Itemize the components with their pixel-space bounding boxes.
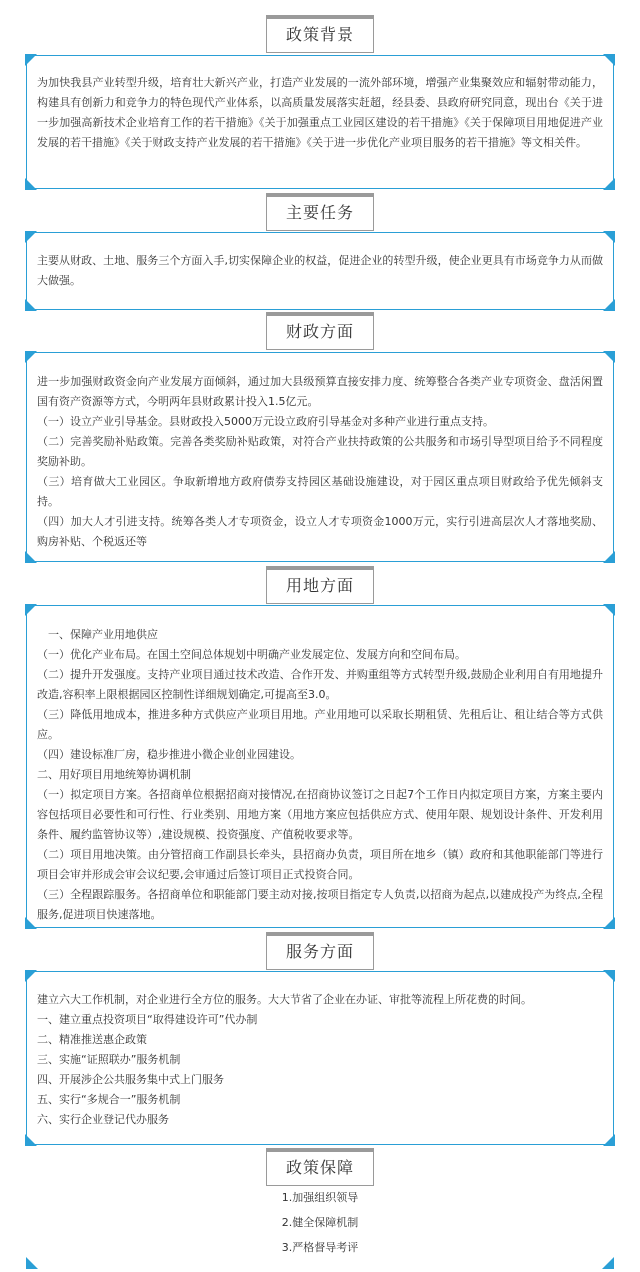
section-heading-service [266, 932, 374, 970]
paragraph: 进一步加强财政资金向产业发展方面倾斜，通过加大县级预算直接安排力度、统筹整合各类产业专项资金、盘活闲置国有资产资源等方式，今明两年县财政累计投入1.5亿元。 [37, 375, 603, 408]
corner-decoration [603, 551, 615, 563]
paragraph: （三）培育做大工业园区。争取新增地方政府债券支持园区基础设施建设，对于园区重点项目财政给予优先倾斜支持。 [37, 475, 603, 508]
land-box [26, 605, 614, 928]
corner-decoration [602, 1257, 614, 1269]
paragraph: 主要从财政、土地、服务三个方面入手,切实保障企业的权益，促进企业的转型升级，使企业更具有市场竞争力从而做大做强。 [37, 254, 603, 287]
corner-decoration [603, 231, 615, 243]
paragraph: 五、实行“多规合一”服务机制 [37, 1093, 181, 1106]
list-item: 2.健全保障机制 [281, 1216, 359, 1229]
corner-decoration [25, 1134, 37, 1146]
list-item: 1.加强组织领导 [281, 1191, 359, 1204]
service-box [26, 971, 614, 1145]
paragraph: （四）加大人才引进支持。统筹各类人才专项资金，设立人才专项资金1000万元，实行引进高层次人才落地奖励、购房补贴、个税返还等 [37, 515, 603, 548]
finance-box [26, 352, 614, 562]
corner-decoration [603, 1134, 615, 1146]
corner-decoration [603, 604, 615, 616]
paragraph: 六、实行企业登记代办服务 [37, 1113, 169, 1126]
corner-decoration [25, 178, 37, 190]
corner-decoration [603, 917, 615, 929]
section-title: 服务方面 [285, 942, 354, 961]
section-heading-land [266, 566, 374, 604]
paragraph: 四、开展涉企公共服务集中式上门服务 [37, 1073, 224, 1086]
corner-decoration [25, 604, 37, 616]
guarantee-list [0, 1185, 640, 1260]
section-title: 政策背景 [285, 25, 354, 44]
section-heading-guarantee [266, 1148, 374, 1186]
corner-decoration [603, 299, 615, 311]
corner-decoration [25, 917, 37, 929]
corner-decoration [603, 54, 615, 66]
paragraph: 二、精准推送惠企政策 [37, 1033, 147, 1046]
corner-decoration [25, 231, 37, 243]
paragraph: 建立六大工作机制，对企业进行全方位的服务。大大节省了企业在办证、审批等流程上所花费的时间。 [37, 993, 532, 1006]
paragraph: （一）优化产业布局。在国土空间总体规划中明确产业发展定位、发展方向和空间布局。 [37, 648, 466, 661]
section-heading-tasks [266, 193, 374, 231]
paragraph: 一、保障产业用地供应 [37, 628, 158, 641]
corner-decoration [603, 351, 615, 363]
corner-decoration [25, 551, 37, 563]
section-heading-background [266, 15, 374, 53]
paragraph: （二）完善奖励补贴政策。完善各类奖励补贴政策，对符合产业扶持政策的公共服务和市场引导型项目给予不同程度奖励补助。 [37, 435, 603, 468]
tasks-box [26, 232, 614, 310]
corner-decoration [603, 178, 615, 190]
paragraph: （一）拟定项目方案。各招商单位根据招商对接情况,在招商协议签订之日起7个工作日内拟定项目方案，方案主要内容包括项目必要性和可行性、行业类别、用地方案（用地方案应包括供应方式、使用年限、规划设计条件、开发利用条件、履约监管协议等）,建设规模、投资强度、产值税收要求等。 [37, 788, 603, 841]
paragraph: 二、用好项目用地统筹协调机制 [37, 768, 191, 781]
corner-decoration [25, 299, 37, 311]
paragraph: 三、实施“证照联办”服务机制 [37, 1053, 181, 1066]
paragraph: （一）设立产业引导基金。县财政投入5000万元设立政府引导基金对多种产业进行重点支持。 [37, 415, 494, 428]
section-title: 政策保障 [285, 1158, 354, 1177]
section-title: 用地方面 [285, 576, 354, 595]
paragraph: （四）建设标准厂房，稳步推进小微企业创业园建设。 [37, 748, 301, 761]
paragraph: （三）降低用地成本，推进多种方式供应产业项目用地。产业用地可以采取长期租赁、先租后让、租让结合等方式供应。 [37, 708, 603, 741]
paragraph: 为加快我县产业转型升级，培育壮大新兴产业，打造产业发展的一流外部环境，增强产业集聚效应和辐射带动能力，构建具有创新力和竞争力的特色现代产业体系，以高质量发展落实赶超，经县委、县政府研究同意，现出台《关于进一步加强高新技术企业培育工作的若干措施》《关于加强重点工业园区建设的若干措施》《关于保障项目用地促进产业发展的若干措施》《关于财政支持产业发展的若干措施》《关于进一步优化产业项目服务的若干措施》等文相关件。 [37, 76, 603, 149]
section-title: 主要任务 [285, 203, 354, 222]
corner-decoration [25, 351, 37, 363]
corner-decoration [603, 970, 615, 982]
paragraph: 一、建立重点投资项目“取得建设许可”代办制 [37, 1013, 258, 1026]
corner-decoration [25, 54, 37, 66]
section-heading-finance [266, 312, 374, 350]
corner-decoration [25, 970, 37, 982]
background-box [26, 55, 614, 189]
corner-decoration [26, 1257, 38, 1269]
paragraph: （二）提升开发强度。支持产业项目通过技术改造、合作开发、并购重组等方式转型升级,鼓励企业利用自有用地提升改造,容积率上限根据园区控制性详细规划确定,可提高至3.0。 [37, 668, 603, 701]
paragraph: （二）项目用地决策。由分管招商工作副县长牵头，县招商办负责，项目所在地乡（镇）政府和其他职能部门等进行项目会审并形成会审会议纪要,会审通过后签订项目正式投资合同。 [37, 848, 603, 881]
paragraph: （三）全程跟踪服务。各招商单位和职能部门要主动对接,按项目指定专人负责,以招商为起点,以建成投产为终点,全程服务,促进项目快速落地。 [37, 888, 603, 921]
section-title: 财政方面 [285, 322, 354, 341]
list-item: 3.严格督导考评 [281, 1241, 359, 1254]
